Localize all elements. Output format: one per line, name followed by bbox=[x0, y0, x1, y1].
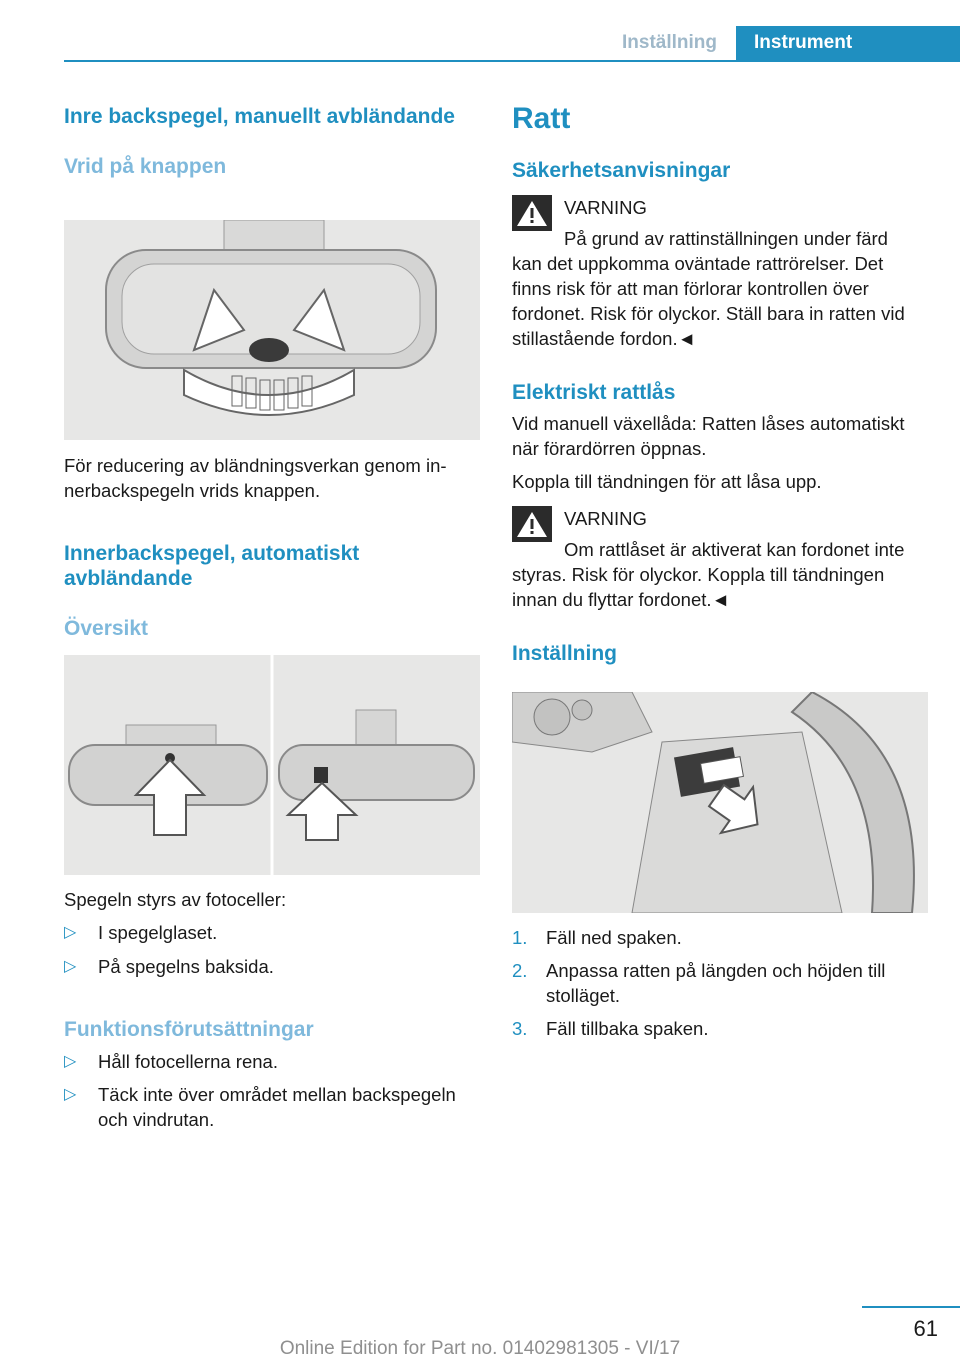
heading-mirror-auto: Innerbackspegel, automatiskt avbländande bbox=[64, 542, 360, 590]
photocell-list bbox=[64, 920, 480, 979]
right-column bbox=[512, 102, 922, 666]
heading-electric-lock: Elektriskt rattlås bbox=[512, 381, 676, 404]
warning-label: VARNING bbox=[564, 197, 647, 218]
heading-adjustment: Inställning bbox=[512, 642, 617, 665]
triangle-right-icon: ▷ bbox=[64, 1053, 77, 1070]
header-tab-active: Instrument bbox=[736, 26, 960, 60]
list-item bbox=[512, 925, 922, 950]
list-item bbox=[64, 954, 480, 979]
list-item bbox=[64, 1082, 480, 1132]
requirements-list bbox=[64, 1049, 480, 1132]
step-text: Fäll tillbaka spaken. bbox=[546, 1018, 709, 1039]
triangle-right-icon: ▷ bbox=[64, 958, 77, 975]
steering-lever-illustration bbox=[512, 692, 928, 913]
warning-box-1 bbox=[512, 195, 922, 351]
warning-box-2 bbox=[512, 506, 922, 612]
paragraph-lock-manual: Vid manuell växellåda: Ratten låses automatiskt när förardörren öppnas. bbox=[512, 413, 905, 459]
left-column bbox=[64, 104, 480, 179]
right-column-bottom bbox=[512, 925, 922, 1041]
heading-mirror-manual: Inre backspegel, manuellt avbländande bbox=[64, 105, 455, 128]
heading-safety: Säkerhetsanvisningar bbox=[512, 159, 731, 182]
step-text: Anpassa ratten på längden och höjden till stolläget. bbox=[546, 960, 886, 1006]
step-number: 1. bbox=[512, 927, 528, 948]
paragraph-reduce-glare: För reducering av bländningsverkan genom innerbackspegeln vrids knappen. bbox=[64, 455, 447, 501]
header-rule bbox=[64, 60, 960, 62]
warning-text: Om rattlåset är aktiverat kan fordonet inte styras. Risk för olyckor. Koppla till tändningen innan du flyttar fordonet.◄ bbox=[512, 539, 905, 610]
step-text: Fäll ned spaken. bbox=[546, 927, 682, 948]
figure-steering-lever bbox=[512, 692, 928, 913]
step-number: 2. bbox=[512, 960, 528, 981]
edition-note: Online Edition for Part no. 01402981305 - VI/17 bbox=[279, 1338, 681, 1359]
warning-triangle-icon bbox=[512, 506, 552, 542]
adjustment-steps bbox=[512, 925, 922, 1041]
list-item-text: Täck inte över området mellan backspegeln och vindrutan. bbox=[98, 1084, 456, 1130]
triangle-right-icon: ▷ bbox=[64, 1086, 77, 1103]
list-item bbox=[64, 1049, 480, 1074]
heading-requirements: Funktionsförutsättningar bbox=[64, 1018, 314, 1041]
manual-mirror-illustration bbox=[64, 220, 480, 440]
warning-label: VARNING bbox=[564, 508, 647, 529]
heading-steering: Ratt bbox=[512, 102, 571, 135]
heading-turn-knob: Vrid på knappen bbox=[64, 155, 227, 178]
left-column-mid bbox=[64, 453, 480, 641]
list-item bbox=[512, 1016, 922, 1041]
footer-rule bbox=[862, 1306, 960, 1308]
list-item bbox=[512, 958, 922, 1008]
figure-auto-mirror bbox=[64, 655, 480, 875]
step-number: 3. bbox=[512, 1018, 528, 1039]
page-number: 61 bbox=[913, 1316, 938, 1341]
heading-overview: Översikt bbox=[64, 617, 149, 640]
paragraph-photocells: Spegeln styrs av fotoceller: bbox=[64, 889, 287, 910]
auto-mirror-illustration bbox=[64, 655, 480, 875]
triangle-right-icon: ▷ bbox=[64, 924, 77, 941]
list-item bbox=[64, 920, 480, 945]
list-item-text: Håll fotocellerna rena. bbox=[98, 1051, 278, 1072]
figure-manual-mirror bbox=[64, 220, 480, 440]
warning-triangle-icon bbox=[512, 195, 552, 231]
list-item-text: På spegelns baksida. bbox=[98, 956, 274, 977]
warning-text: På grund av rattinställningen under färd kan det uppkomma oväntade rattrörelser. Det finns risk för att man förlorar kontrollen över fordonet. Risk för olyckor. Ställ bara in ratten vid stillastående fordon.◄ bbox=[512, 228, 905, 349]
paragraph-lock-ignition: Koppla till tändningen för att låsa upp. bbox=[512, 471, 822, 492]
left-column-bottom bbox=[64, 887, 480, 1132]
list-item-text: I spegelglaset. bbox=[98, 922, 218, 943]
header-tab-inactive: Inställning bbox=[603, 26, 736, 60]
